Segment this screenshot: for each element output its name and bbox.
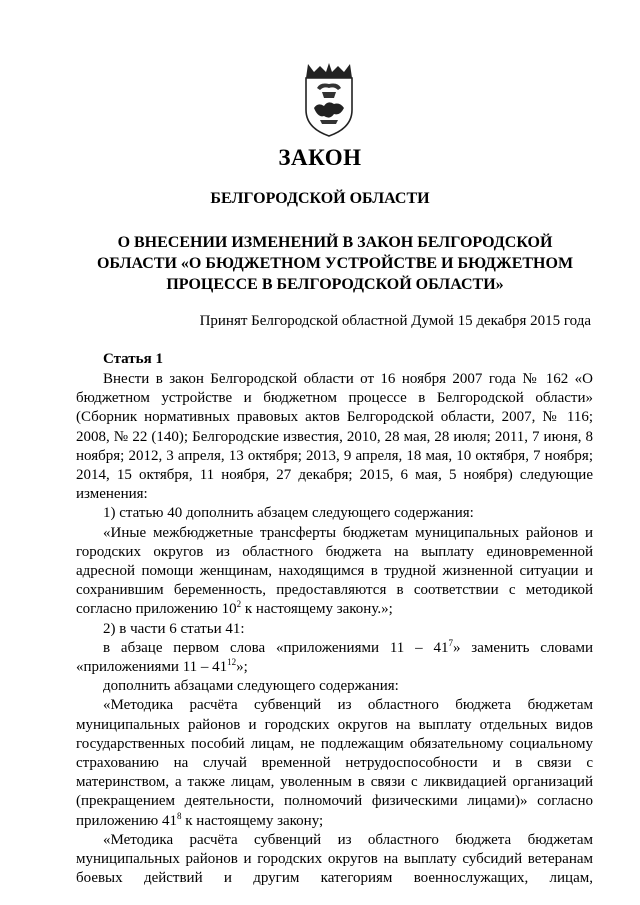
law-title: ЗАКОН	[278, 145, 362, 170]
paragraph: «Методика расчёта субвенций из областного бюджета бюджетам муниципальных районов и городских округов на выплату субсидий ветеранам боевых действий и другим категориям военнослужащих, лицам,	[76, 831, 593, 887]
paragraph: Внести в закон Белгородской области от 16 ноября 2007 года № 162 «О бюджетном устройстве и бюджетном процессе в Белгородской области» (Сборник нормативных правовых актов Белгородской области, 2007, № 116; 2008, № 22 (140); Белгородские известия, 2010, 28 мая, 28 июля; 2011, 7 июня, 8 ноября; 2012, 3 апреля, 13 октября; 2013, 9 апреля, 18 мая, 10 октября, 7 ноября; 2014, 15 октября, 11 ноября, 27 декабря; 2015, 6 мая, 5 ноября) следующие изменения:	[76, 371, 593, 503]
coat-of-arms-icon	[300, 60, 358, 138]
paragraph: «Иные межбюджетные трансферты бюджетам муниципальных районов и городских округов из областного бюджета на выплату единовременной адресной помощи женщинам, находящимся в трудной жизненной ситуации и сохранившим беременность, предоставляются в соответствии с методикой согласно приложению $10^2$ к настоящему закону.»;	[76, 524, 593, 618]
article-body	[76, 370, 593, 888]
adoption-date: Принят Белгородской областной Думой 15 декабря 2015 года	[199, 313, 591, 329]
paragraph: 1) статью 40 дополнить абзацем следующего содержания:	[103, 505, 474, 522]
paragraph: дополнить абзацами следующего содержания:	[103, 678, 399, 695]
article-heading: Статья 1	[103, 351, 163, 367]
paragraph: 2) в части 6 статьи 41:	[103, 620, 245, 637]
paragraph: в абзаце первом слова «приложениями $11 - 41^7$» заменить словами «приложениями $11 - 41^{12}$»;	[76, 637, 594, 676]
paragraph: «Методика расчёта субвенций из областного бюджета бюджетам муниципальных районов и городских округов на выплату отдельных видов государственных пособий лицам, не подлежащим обязательному социальному страхованию на случай временной нетрудоспособности и в связи с материнством, а также лицам, уволенным в связи с ликвидацией организаций (прекращением деятельности, полномочий физическими лицами)» согласно приложению $41^8$ к настоящему закону;	[76, 697, 593, 829]
amendment-title: О ВНЕСЕНИИ ИЗМЕНЕНИЙ В ЗАКОН БЕЛГОРОДСКОЙ ОБЛАСТИ «О БЮДЖЕТНОМ УСТРОЙСТВЕ И БЮДЖЕТНОМ ПРОЦЕССЕ В БЕЛГОРОДСКОЙ ОБЛАСТИ»	[96, 234, 574, 293]
region-title: БЕЛГОРОДСКОЙ ОБЛАСТИ	[210, 190, 430, 207]
